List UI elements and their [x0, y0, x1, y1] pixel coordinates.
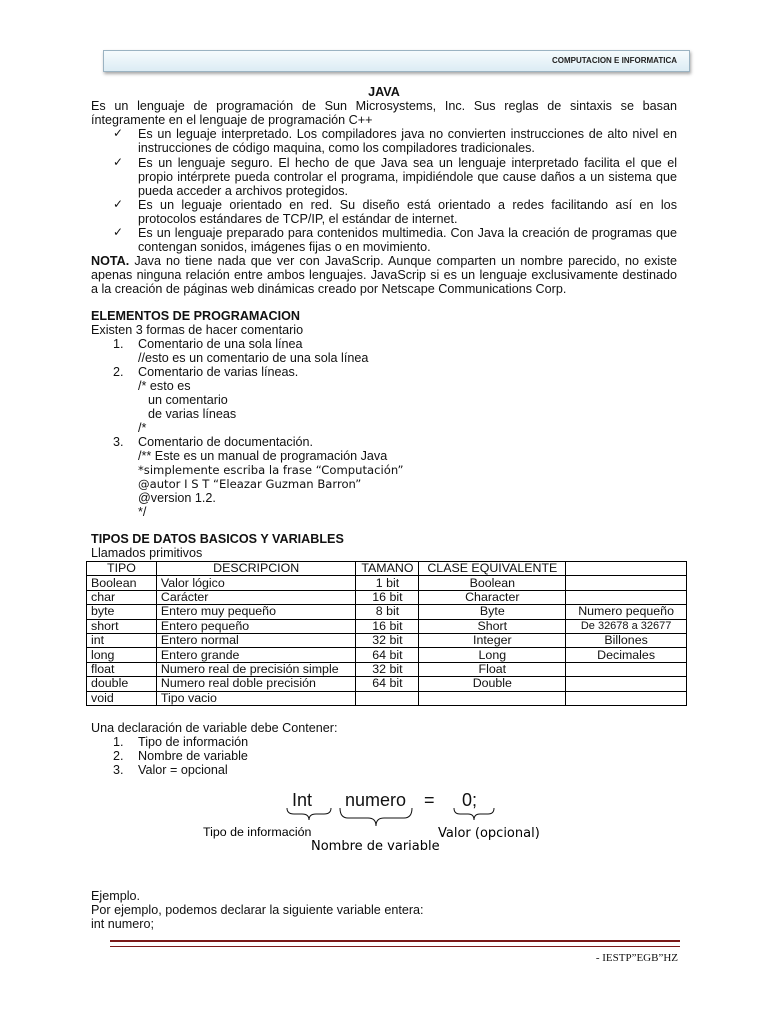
- list-item: Nombre de variable: [138, 749, 248, 763]
- elementos-intro: Existen 3 formas de hacer comentario: [91, 323, 304, 337]
- cell: Character: [419, 590, 566, 604]
- cell: byte: [87, 605, 157, 619]
- cell: Boolean: [87, 576, 157, 590]
- cell: Entero normal: [156, 633, 356, 647]
- cell: 32 bit: [356, 662, 419, 676]
- column-header: CLASE EQUIVALENTE: [419, 562, 566, 576]
- check-icon: ✓: [113, 155, 124, 169]
- cell: Numero pequeño: [566, 605, 687, 619]
- code-type: Int: [292, 790, 313, 810]
- check-icon: ✓: [113, 197, 124, 211]
- cell: double: [87, 677, 157, 691]
- list-number: 1.: [113, 337, 124, 351]
- nota-label: NOTA.: [91, 254, 130, 268]
- cell: 32 bit: [356, 633, 419, 647]
- code-line: *simplemente escriba la frase “Computación”: [138, 463, 404, 477]
- bullet-item: Es un leguaje orientado en red. Su diseño está orientado a redes facilitando así en los protocolos estándares de TCP/IP, el estándar de internet.: [138, 198, 677, 226]
- list-number: 3.: [113, 435, 124, 449]
- cell: Boolean: [419, 576, 566, 590]
- code-line: @version 1.2.: [138, 491, 216, 505]
- cell: Byte: [419, 605, 566, 619]
- bullet-item: Es un leguaje interpretado. Los compiladores java no convierten instrucciones de alto nivel en instrucciones de código maquina, como los compiladores tradicionales.: [138, 127, 677, 155]
- cell: long: [87, 648, 157, 662]
- cell: 64 bit: [356, 677, 419, 691]
- comment-type-label: Comentario de una sola línea: [138, 337, 303, 351]
- cell: Numero real de precisión simple: [156, 662, 356, 676]
- cell: Long: [419, 648, 566, 662]
- cell: int: [87, 633, 157, 647]
- label-value: Valor (opcional): [438, 826, 540, 841]
- cell: Entero pequeño: [156, 619, 356, 633]
- cell: 16 bit: [356, 619, 419, 633]
- ejemplo-label: Ejemplo.: [91, 889, 140, 903]
- code-line: /*: [138, 421, 147, 435]
- tipos-subtitle: Llamados primitivos: [91, 546, 203, 560]
- cell: 16 bit: [356, 590, 419, 604]
- check-icon: ✓: [113, 126, 124, 140]
- cell: Double: [419, 677, 566, 691]
- code-line: @autor I S T “Eleazar Guzman Barron”: [138, 477, 362, 491]
- cell: Integer: [419, 633, 566, 647]
- label-type: Tipo de información: [203, 825, 312, 839]
- code-eq: =: [424, 790, 435, 810]
- cell: Carácter: [156, 590, 356, 604]
- code-name: numero: [345, 790, 407, 810]
- column-header: DESCRIPCION: [156, 562, 356, 576]
- cell: Numero real doble precisión: [156, 677, 356, 691]
- cell: Float: [419, 662, 566, 676]
- cell: void: [87, 691, 157, 705]
- code-line: //esto es un comentario de una sola línea: [138, 351, 369, 365]
- label-name: Nombre de variable: [311, 839, 440, 854]
- list-item: Valor = opcional: [138, 763, 228, 777]
- bullet-item: Es un lenguaje seguro. El hecho de que Java sea un lenguaje interpretado facilita el que el propio intérprete pueda controlar el programa, impidiéndole que cause daños a un sistema que pueda acceder a archivos protegidos.: [138, 156, 677, 198]
- code-line: /** Este es un manual de programación Java: [138, 449, 388, 463]
- cell: 64 bit: [356, 648, 419, 662]
- cell: float: [87, 662, 157, 676]
- bullet-item: Es un lenguaje preparado para contenidos multimedia. Con Java la creación de programas que contengan sonidos, imágenes fijas o en movimiento.: [138, 226, 677, 254]
- code-line: un comentario: [148, 393, 228, 407]
- list-number: 1.: [113, 735, 124, 749]
- cell: Entero muy pequeño: [156, 605, 356, 619]
- cell: De 32678 a 32677: [566, 619, 687, 633]
- brace-name: [340, 808, 412, 826]
- list-number: 3.: [113, 763, 124, 777]
- cell: Entero grande: [156, 648, 356, 662]
- cell: Decimales: [566, 648, 687, 662]
- page-title: JAVA: [368, 85, 400, 99]
- cell: Billones: [566, 633, 687, 647]
- declaracion-intro: Una declaración de variable debe Contener:: [91, 721, 338, 735]
- cell: Valor lógico: [156, 576, 356, 590]
- ejemplo-code: int numero;: [91, 917, 154, 931]
- ejemplo-text: Por ejemplo, podemos declarar la siguiente variable entera:: [91, 903, 424, 917]
- cell: 1 bit: [356, 576, 419, 590]
- nota-text: Java no tiene nada que ver con JavaScrip. Aunque comparten un nombre parecido, no existe apenas ninguna relación entre ambos lenguajes. JavaScrip si es un lenguaje exclusivamente destinado a la creación de páginas web dinámicas creado por Netscape Communications Corp.: [91, 254, 677, 296]
- cell: 8 bit: [356, 605, 419, 619]
- comment-type-label: Comentario de documentación.: [138, 435, 314, 449]
- section-heading-elementos: ELEMENTOS DE PROGRAMACION: [91, 309, 300, 323]
- cell: short: [87, 619, 157, 633]
- cell: Short: [419, 619, 566, 633]
- code-line: /* esto es: [138, 379, 191, 393]
- footer-rule: [110, 940, 680, 947]
- header-label: COMPUTACION E INFORMATICA: [551, 56, 677, 65]
- cell: Tipo vacio: [156, 691, 356, 705]
- section-heading-tipos: TIPOS DE DATOS BASICOS Y VARIABLES: [91, 532, 344, 546]
- column-header: TAMANO: [356, 562, 419, 576]
- check-icon: ✓: [113, 225, 124, 239]
- column-header: TIPO: [87, 562, 157, 576]
- footer-text: - IESTP”EGB”HZ: [595, 952, 678, 964]
- cell: char: [87, 590, 157, 604]
- comment-type-label: Comentario de varias líneas.: [138, 365, 299, 379]
- list-number: 2.: [113, 749, 124, 763]
- code-line: de varias líneas: [148, 407, 237, 421]
- code-line: */: [138, 505, 147, 519]
- code-value: 0;: [462, 790, 478, 810]
- list-item: Tipo de información: [138, 735, 249, 749]
- list-number: 2.: [113, 365, 124, 379]
- intro-paragraph: Es un lenguaje de programación de Sun Microsystems, Inc. Sus reglas de sintaxis se basan íntegramente en el lenguaje de programación C++: [91, 99, 677, 127]
